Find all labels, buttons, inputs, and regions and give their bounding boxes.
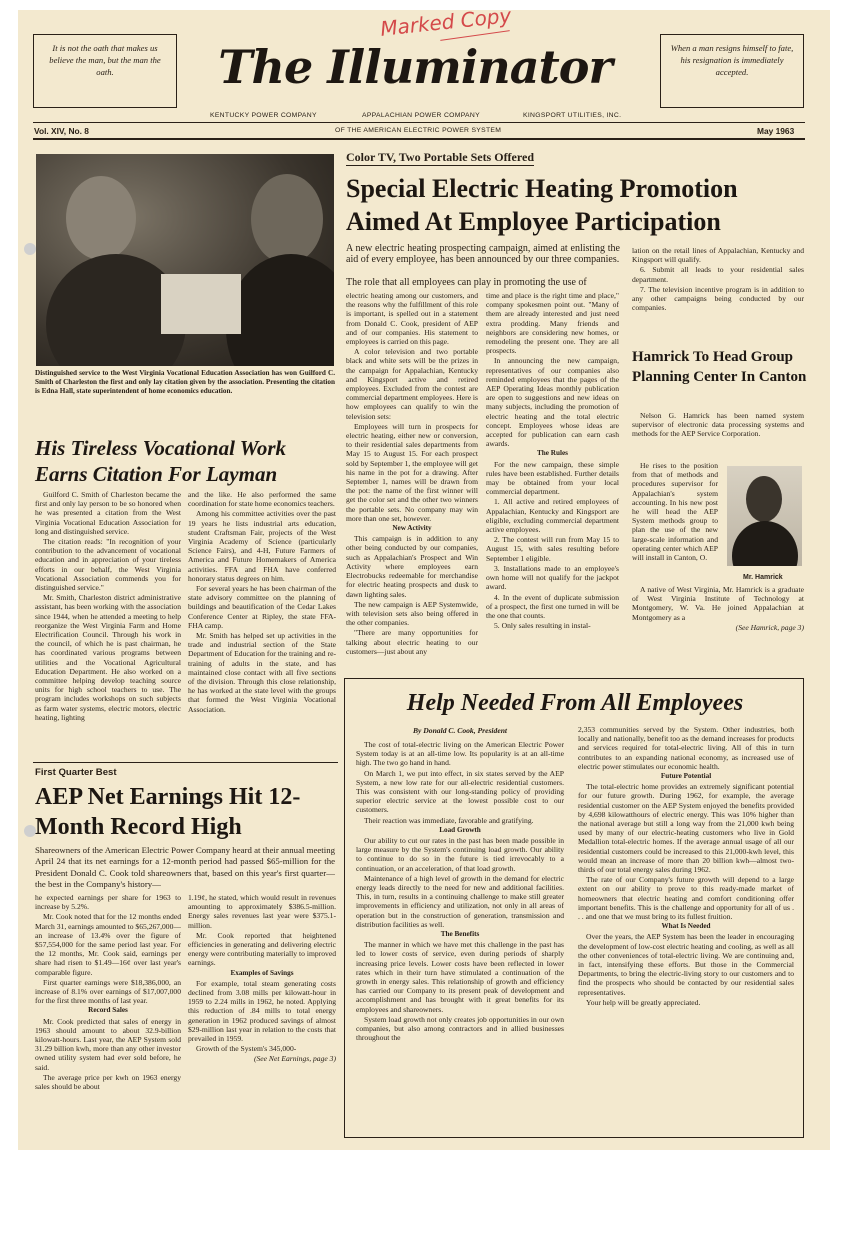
- paragraph: The manner in which we have met this challenge in the past has led to lower costs of service, even during periods of sharply increasing price levels. Lower costs have been reflected in lower rates which in their turn have stimulated a continuation of the growth in energy sales. This relationship of growth and efficiency has carried our Company to its present peak of development and accomplishment and has brought with it great benefits for its employees and shareowners.: [356, 940, 564, 1014]
- paragraph: A native of West Virginia, Mr. Hamrick is a graduate of West Virginia Institute of Technology at Montgomery, W. Va. He joined Appalachian at Montgomery as a: [632, 585, 804, 622]
- help-headline: Help Needed From All Employees: [406, 690, 744, 716]
- paragraph: For example, total steam generating costs declined from 3.08 mills per kilowatt-hour in 1959 to 2.24 mills in 1962, he noted. Applying this reduction of .84 mills to total energy generation in 1962 produced savings of almost $29-million last year in relation to the costs that prevailed in 1959.: [188, 978, 336, 1044]
- paragraph: Maintenance of a high level of growth in the demand for electric energy leads directly to the need for new and additional facilities. This, in turn, results in a continuing challenge to make still greater improvements in efficiency and utilization, not only in all areas of operation but in the construction of generation, transmission and distribution facilities as well.: [356, 873, 564, 929]
- person-head: [746, 476, 782, 522]
- paragraph: On March 1, we put into effect, in six states served by the AEP System, a new low rate for our all-electric residential customers. This was consistent with our long-standing policy of providing superior electric service at the lowest possible cost to our customers.: [356, 768, 564, 815]
- paragraph: 1.19¢, he stated, which would result in revenues amounting to approximately $386.5-million. Energy sales revenues last year were $375.1-million.: [188, 893, 336, 930]
- paragraph: Mr. Cook predicted that sales of energy in 1963 should amount to about 32.9-billion kilowatt-hours. Last year, the AEP System sold 31.29 billion kwh, more than any other investor owned utility system had ever sold before, he said.: [35, 1016, 181, 1072]
- handwritten-note: Marked Copy: [379, 3, 513, 41]
- paragraph: Over the years, the AEP System has been the leader in encouraging the development of low-cost electric heating and cooling, as well as all the other conveniences of total-electric living. We are continuing and, in fact, intensifying these efforts. But those in the Commercial Departments, to bring the electric-living story to our customers and to find the prospects who should be contacted by our residential sales representatives.: [578, 932, 794, 997]
- hamrick-para-3: [632, 585, 804, 639]
- paragraph: 7. The television incentive program is in addition to any other campaigns being conducted by our companies.: [632, 284, 804, 313]
- paragraph: This campaign is in addition to any other being conducted by our companies, such as Appalachian's Prospect and Win Activity where employees earn Electrobucks redeemable for merchandise for electric heating prospects and dusk to dawn lighting sales.: [346, 534, 478, 599]
- paragraph: The rate of our Company's future growth will depend to a large extent on our ability to prove to this ready-made market of homeowners that electric heating and comfort conditioning offer important benefits. This is the challenge and opportunity for all of us . . . and one that we must bring to its fullest fruition.: [578, 875, 794, 922]
- citation-document: [161, 274, 241, 334]
- paragraph: Your help will be greatly appreciated.: [586, 997, 701, 1007]
- paragraph: Their reaction was immediate, favorable and gratifying.: [364, 815, 534, 825]
- paragraph: The average price per kwh on 1963 energy sales should be about: [35, 1072, 181, 1092]
- right-quote-box: [660, 34, 804, 108]
- paragraph: Among his committee activities over the past 19 years he lists industrial arts education, student Craftsman Fair, projects of the West Virginia Academy of Science (particularly Science Fairs), and 4-H, Future Farmers of America and Future Homemakers of America activities. FFA and FHA have conferred honorary status degrees on him.: [188, 509, 336, 583]
- hamrick-photo: [727, 466, 802, 566]
- paragraph: 6. Submit all leads to your residential sales department.: [632, 265, 804, 284]
- earnings-kicker: First Quarter Best: [35, 767, 117, 778]
- person-head-right: [251, 174, 323, 264]
- paragraph: Our ability to cut our rates in the past has been made possible in large measure by the System's continuing load growth. Our ability to continue to do so in the future is tied irrevocably to a continuation, or an acceleration, of that load growth.: [356, 836, 564, 873]
- heating-lead-2: The role that all employees can play in promoting the use of: [346, 277, 587, 288]
- earnings-rule: [33, 762, 338, 763]
- heating-lead: A new electric heating prospecting campaign, aimed at enlisting the aid of every employee, has been announced by our three companies.: [346, 243, 620, 265]
- help-column-1: [356, 740, 564, 1133]
- paragraph: Mr. Cook noted that for the 12 months ended March 31, earnings amounted to $65,267,000—an increase of 13.4% over the figure of $57,554,000 for the same period last year. For the 12 months, Mr. Cook said, earnings per share had risen to $1.49—16¢ over last year's comparable figure.: [35, 912, 181, 977]
- help-byline: By Donald C. Cook, President: [412, 726, 508, 735]
- paragraph: and the like. He also performed the same coordination for state home economics teachers.: [188, 490, 336, 509]
- subhead: New Activity: [392, 524, 432, 533]
- paragraph: For several years he has been chairman of the state advisory committee on the planning of buildings and beautification of the Cedar Lakes Conference Center at Ripley, the state FFA-FHA camp.: [188, 584, 336, 630]
- citation-headline: His Tireless Vocational Work Earns Citation For Layman: [35, 436, 287, 486]
- paragraph: Mr. Cook reported that heightened efficiencies in generating and delivering electric energy were contributing materially to improved earnings.: [188, 930, 336, 968]
- system-line: OF THE AMERICAN ELECTRIC POWER SYSTEM: [335, 127, 502, 134]
- header-rule-top: [33, 122, 805, 123]
- left-quote: It is not the oath that makes us believe the man, but the man the oath.: [49, 43, 161, 77]
- paragraph: Nelson G. Hamrick has been named system supervisor of electronic data processing systems and methods for the AEP Service Corporation.: [632, 411, 804, 439]
- paragraph: Employees will turn in prospects for electric heating, either new or conversion, to their residential sales departments from May 15 to August 15. For each prospect sold by September 1, the employee will get his name in the pot for a drawing. After September 1, names will be drawn from the pot: the name of the first winner will get the color set and the other two winners the portable sets. No company may win more than one set, however.: [346, 421, 478, 523]
- paragraph: "There are many opportunities for talking about electric heating to our customers—just about any: [346, 628, 478, 656]
- paragraph: lation on the retail lines of Appalachian, Kentucky and Kingsport will qualify.: [632, 246, 804, 265]
- paragraph: time and place is the right time and place," company spokesmen point out. "Many of them are already interested and just need extra prodding. Many friends and neighbors are considering new homes, or remodeling the present one. They are all prospects.: [486, 291, 619, 356]
- paragraph: 5. Only sales resulting in instal-: [494, 621, 591, 631]
- jump-reference: (See Net Earnings, page 3): [253, 1054, 336, 1064]
- paragraph: 2,353 communities served by the System. Other industries, both locally and nationally, benefit too as the demand increases for products and services required for total-electric living. All of this in turn contributes to an expanding national economy, as increased use of electric power stimulates our economic health.: [578, 725, 794, 771]
- heating-column-2: [486, 291, 619, 669]
- earnings-headline: AEP Net Earnings Hit 12-Month Record High: [35, 784, 301, 840]
- subhead: Future Potential: [660, 772, 712, 781]
- hamrick-headline: Hamrick To Head Group Planning Center In Canton: [632, 349, 807, 385]
- subhead: Examples of Savings: [230, 968, 294, 977]
- paragraph: Growth of the System's 345,000-: [196, 1044, 297, 1054]
- photo-caption: Distinguished service to the West Virginia Vocational Education Association has won Guilford C. Smith of Charleston the first and only lay citation given by the association. Presenting the citation is Edna Hall, state superintendent of home economics education.: [35, 369, 335, 395]
- paragraph: Mr. Smith, Charleston district administrative assistant, has been working with the association since 1944, when he attended a meeting to help reorganize the West Virginia Farm and Home Electrification Council. Through his work in the council, of which he is past chairman, he has coordinated various programs between utilities and the Vocational Agricultural Education Department. He also worked on a committee helping develop teaching source units for high school teachers to use. The program includes workshops on such subjects as farm water systems, electric motors, electric heating, lighting: [35, 593, 181, 722]
- paragraph: Mr. Smith has helped set up activities in the trade and industrial section of the State Department of Education for the training and re-training of adults in the state, and has maintained close contact with all five sections of the division. Through this close relationship, he has worked at the state level with the groups that formed the West Virginia Vocational Association.: [188, 631, 336, 714]
- paragraph: For the new campaign, these simple rules have been established. Further details may be obtained from your local commercial department.: [486, 459, 619, 497]
- paragraph: The new campaign is AEP Systemwide, with television sets also being offered in the other companies.: [346, 599, 478, 628]
- company-kentucky: KENTUCKY POWER COMPANY: [210, 112, 317, 119]
- binder-hole: [24, 243, 36, 255]
- right-quote: When a man resigns himself to fate, his resignation is immediately accepted.: [670, 43, 794, 77]
- company-kingsport: KINGSPORT UTILITIES, INC.: [523, 112, 622, 119]
- heating-column-1: [346, 291, 478, 669]
- hamrick-photo-caption: Mr. Hamrick: [743, 574, 783, 581]
- paragraph: 2. The contest will run from May 15 to August 15, with sales resulting before September 1 eligible.: [486, 535, 619, 563]
- paragraph: In announcing the new campaign, representatives of our companies also reminded employees that the pages of the AEP Operating Ideas monthly publication are open to suggestions and new ideas on many subjects, including the promotion of electric heating and the total electric concept. Employees whose ideas are accepted for publication can earn cash awards.: [486, 356, 619, 449]
- heating-kicker: Color TV, Two Portable Sets Offered: [346, 150, 534, 164]
- help-column-2: [578, 725, 794, 1133]
- subhead: The Benefits: [440, 930, 480, 939]
- subhead: The Rules: [537, 449, 568, 458]
- left-quote-box: [33, 34, 177, 108]
- company-appalachian: APPALACHIAN POWER COMPANY: [362, 112, 480, 119]
- earnings-column-2: [188, 893, 336, 1140]
- citation-column-1: [35, 490, 181, 758]
- person-body-right: [226, 254, 334, 366]
- subhead: What Is Needed: [661, 922, 711, 931]
- paragraph: The citation reads: "In recognition of your contribution to the advancement of vocational education and in appreciation of your tireless efforts in our behalf, the West Virginia Vocational Association commends you for distinguished service.": [35, 537, 181, 593]
- newspaper-title: The Illuminator: [218, 40, 612, 94]
- heating-column-3: [632, 246, 804, 326]
- paragraph: He rises to the position from that of methods and procedures supervisor for Appalachian's system accounting. In his new post he will head the AEP System methods group to plan the use of the new large-scale information and operating center which AEP will install in Canton, O.: [632, 461, 718, 563]
- hamrick-para-1: [632, 411, 804, 459]
- earnings-column-1: [35, 893, 181, 1140]
- paragraph: The total-electric home provides an extremely significant potential for our future growth. During 1962, for example, the average residential customer on the AEP System enjoyed the benefits provided by 4,698 kilowatthours of electric energy. This was 10% higher than the national average but still a long way from the 21,000 kwh being used by many of our electric-heating customers who live in Gold Medallion total-electric homes. If the average annual usage of all our residential customers could be increased to this 21,000-kwh level, this would mean an increase of more than 20 billion kwh—almost two-thirds of our total energy sales during 1962.: [578, 782, 794, 875]
- citation-photo: [36, 154, 334, 366]
- jump-reference: (See Hamrick, page 3): [735, 622, 804, 632]
- hamrick-para-2: [632, 461, 718, 571]
- issue-date: May 1963: [757, 126, 795, 136]
- paragraph: he expected earnings per share for 1963 to increase by 5.2%.: [35, 893, 181, 912]
- paragraph: A color television and two portable black and white sets will be the prizes in the campaign for Appalachian, Kentucky and Kingsport active and retired employees. Excluded from the contest are commercial department employees. Here is how employees can qualify to win the television sets:: [346, 347, 478, 421]
- earnings-lead-2: President Donald C. Cook told shareowners that, based on this year's first quarter—the best in the Company's history—: [35, 868, 335, 889]
- header-rule-bottom: [33, 138, 805, 140]
- subhead: Record Sales: [88, 1006, 128, 1015]
- paragraph: System load growth not only creates job opportunities in our own companies, but also among contractors and in allied businesses throughout the: [356, 1014, 564, 1043]
- heating-headline: Special Electric Heating Promotion Aimed At Employee Participation: [346, 174, 738, 236]
- paragraph: 3. Installations made to an employee's own home will not qualify for the jackpot award.: [486, 563, 619, 592]
- volume-number: Vol. XIV, No. 8: [34, 126, 89, 136]
- earnings-lead: Shareowners of the American Electric Power Company heard at their annual meeting April 24 that its net earnings for a 12-month period had passed $65-million for the: [35, 845, 335, 866]
- paragraph: 4. In the event of duplicate submission of a prospect, the first one turned in will be the one that counts.: [486, 592, 619, 620]
- paragraph: 1. All active and retired employees of Appalachian, Kentucky and Kingsport are eligible, excluding commercial department active employees.: [486, 497, 619, 535]
- citation-column-2: [188, 490, 336, 758]
- person-body: [732, 521, 798, 566]
- person-head-left: [66, 176, 136, 260]
- paragraph: electric heating among our customers, and the reasons why the fulfillment of this role is important, is spelled out in a statement from Donald C. Cook, president of AEP and of our companies. His statement to employees is carried on this page.: [346, 291, 478, 347]
- paragraph: Guilford C. Smith of Charleston became the first and only lay person to be so honored when he was presented a citation from the West Virginia Vocational Education Association for long and distinguished service.: [35, 490, 181, 536]
- paragraph: First quarter earnings were $18,386,000, an increase of 8.1% over earnings of $17,007,000 for the first three months of last year.: [35, 977, 181, 1006]
- subhead: Load Growth: [439, 825, 481, 834]
- paragraph: The cost of total-electric living on the American Electric Power System today is at an all-time low. Its popularity is at an all-time high. The two go hand in hand.: [356, 740, 564, 768]
